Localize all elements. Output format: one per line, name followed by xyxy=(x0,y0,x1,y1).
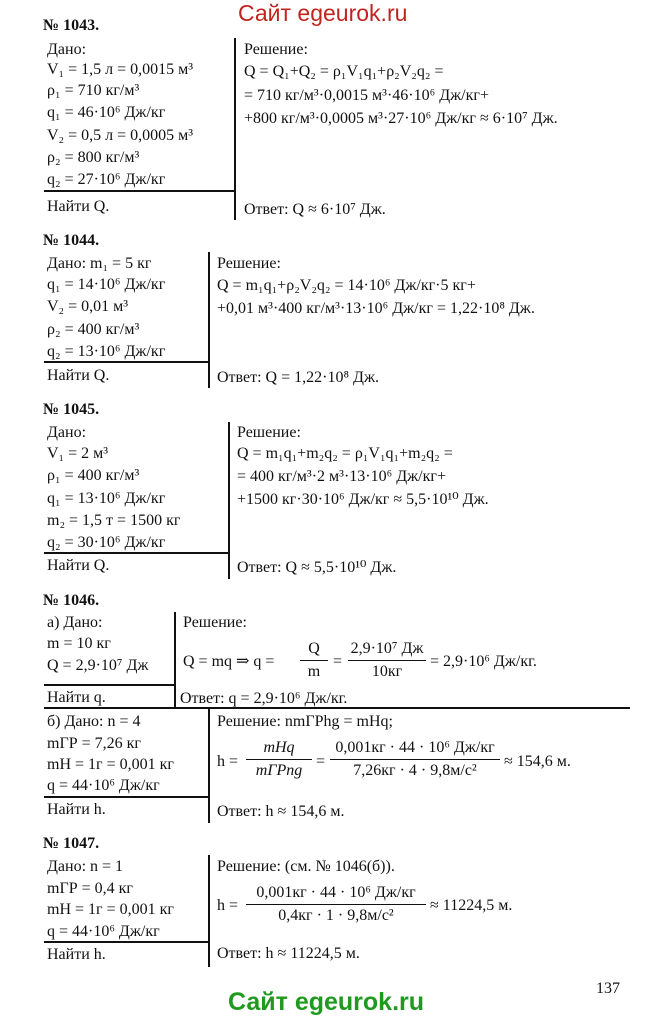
find-line: Найти Q. xyxy=(47,557,110,574)
given-line: ρ₂ = 800 кг/м³ xyxy=(47,149,140,166)
fraction-bar xyxy=(246,904,426,905)
divider xyxy=(44,190,236,192)
given-line: ρ₁ = 400 кг/м³ xyxy=(47,467,140,484)
given-line: q₂ = 13·10⁶ Дж/кг xyxy=(47,343,166,360)
problem-number-1046: № 1046. xyxy=(43,592,100,609)
find-line: Найти Q. xyxy=(47,367,110,384)
fraction-bar xyxy=(330,759,500,760)
answer-line: Ответ: h ≈ 11224,5 м. xyxy=(217,945,360,962)
find-line: Найти h. xyxy=(47,801,106,818)
answer-line: Ответ: Q = 1,22·10⁸ Дж. xyxy=(217,369,379,386)
solution-title: Решение: (см. № 1046(б)). xyxy=(217,858,395,875)
solution-line: +1500 кг·30·10⁶ Дж/кг ≈ 5,5·10¹⁰ Дж. xyxy=(237,491,489,508)
page-number: 137 xyxy=(596,980,620,997)
equation-part: Q = mq ⇒ q = xyxy=(183,653,275,670)
divider xyxy=(228,422,230,579)
fraction-denominator: mГРng xyxy=(255,762,303,779)
given-line: q₂ = 27·10⁶ Дж/кг xyxy=(47,171,166,188)
given-line: mН = 1г = 0,001 кг xyxy=(47,901,174,918)
divider xyxy=(44,941,210,943)
fraction-numerator: 2,9·10⁷ Дж xyxy=(350,640,424,657)
given-line: а) Дано: xyxy=(47,614,103,631)
given-line: б) Дано: n = 4 xyxy=(47,713,141,730)
divider xyxy=(208,252,210,388)
given-line: V₂ = 0,5 л = 0,0005 м³ xyxy=(47,127,194,144)
solution-line: Решение: xyxy=(217,255,281,272)
divider xyxy=(44,707,630,709)
fraction xyxy=(300,640,328,681)
fraction-bar xyxy=(300,660,328,661)
given-line: Дано: m₁ = 5 кг xyxy=(47,255,152,272)
divider xyxy=(234,38,236,220)
equation-part: = xyxy=(333,653,343,670)
equation-part: h = xyxy=(217,753,239,770)
equation-part: = 2,9·10⁶ Дж/кг. xyxy=(430,653,537,670)
find-line: Найти Q. xyxy=(47,198,110,215)
given-line: mН = 1г = 0,001 кг xyxy=(47,756,174,773)
fraction-denominator: 7,26кг · 4 · 9,8м/c² xyxy=(353,762,477,779)
solution-line: Q = Q₁+Q₂ = ρ₁V₁q₁+ρ₂V₂q₂ = xyxy=(244,63,444,80)
divider xyxy=(44,684,176,686)
fraction-numerator: 0,001кг · 44 · 10⁶ Дж/кг xyxy=(335,739,495,756)
solution-line: Решение: xyxy=(244,41,308,58)
fraction xyxy=(246,739,312,780)
given-line: V₂ = 0,01 м³ xyxy=(47,298,129,315)
given-line: q = 44·10⁶ Дж/кг xyxy=(47,777,160,794)
given-line: Q = 2,9·10⁷ Дж xyxy=(47,657,149,674)
given-line: q₁ = 13·10⁶ Дж/кг xyxy=(47,490,166,507)
divider xyxy=(44,361,210,363)
given-line: V₁ = 1,5 л = 0,0015 м³ xyxy=(47,61,194,78)
given-line: q₁ = 46·10⁶ Дж/кг xyxy=(47,104,166,121)
divider xyxy=(208,709,210,823)
given-line: Дано: xyxy=(47,424,87,441)
given-line: q₂ = 30·10⁶ Дж/кг xyxy=(47,534,166,551)
find-line: Найти h. xyxy=(47,946,106,963)
divider xyxy=(44,552,230,554)
solution-line: = 710 кг/м³·0,0015 м³·46·10⁶ Дж/кг+ xyxy=(244,87,489,104)
given-line: ρ₁ = 710 кг/м³ xyxy=(47,82,140,99)
given-line: q₁ = 14·10⁶ Дж/кг xyxy=(47,276,166,293)
solution-line: +800 кг/м³·0,0005 м³·27·10⁶ Дж/кг ≈ 6·10⁷ Дж. xyxy=(244,110,558,127)
solution-line: = 400 кг/м³·2 м³·13·10⁶ Дж/кг+ xyxy=(237,468,446,485)
site-watermark-top: Сайт egeurok.ru xyxy=(238,0,408,26)
equation-part: ≈ 154,6 м. xyxy=(504,753,571,770)
problem-number-1045: № 1045. xyxy=(43,401,100,418)
given-line: q = 44·10⁶ Дж/кг xyxy=(47,923,160,940)
fraction-bar xyxy=(348,660,426,661)
fraction xyxy=(246,884,426,925)
equation-part: = xyxy=(316,753,326,770)
find-line: Найти q. xyxy=(47,689,106,706)
given-line: mГР = 0,4 кг xyxy=(47,880,133,897)
divider xyxy=(174,612,176,708)
answer-line: Ответ: Q ≈ 5,5·10¹⁰ Дж. xyxy=(237,559,397,576)
answer-line: Ответ: q = 2,9·10⁶ Дж/кг. xyxy=(180,690,348,707)
fraction-numerator: Q xyxy=(308,640,320,657)
given-line: mГР = 7,26 кг xyxy=(47,735,141,752)
given-line: m = 10 кг xyxy=(47,635,111,652)
equation-part: h = xyxy=(217,897,239,914)
given-line: Дано: n = 1 xyxy=(47,858,124,875)
solution-title: Решение: xyxy=(183,614,247,631)
given-line: Дано: xyxy=(47,41,87,58)
fraction-numerator: 0,001кг · 44 · 10⁶ Дж/кг xyxy=(256,884,416,901)
problem-number-1044: № 1044. xyxy=(43,232,100,249)
divider xyxy=(44,796,210,798)
answer-line: Ответ: h ≈ 154,6 м. xyxy=(217,803,345,820)
fraction-bar xyxy=(246,759,312,760)
solution-line: +0,01 м³·400 кг/м³·13·10⁶ Дж/кг = 1,22·10⁸ Дж. xyxy=(217,300,535,317)
problem-number-1047: № 1047. xyxy=(43,835,100,852)
solution-title: Решение: nmГРhg = mНq; xyxy=(217,713,393,730)
given-line: m₂ = 1,5 т = 1500 кг xyxy=(47,512,181,529)
site-watermark-bottom: Сайт egeurok.ru xyxy=(228,988,425,1016)
fraction xyxy=(348,640,426,681)
fraction-denominator: 10кг xyxy=(371,663,403,680)
fraction-denominator: m xyxy=(307,663,321,680)
solution-line: Q = m₁q₁+m₂q₂ = ρ₁V₁q₁+m₂q₂ = xyxy=(237,445,453,462)
problem-number-1043: № 1043. xyxy=(43,17,100,34)
given-line: V₁ = 2 м³ xyxy=(47,445,109,462)
equation-part: ≈ 11224,5 м. xyxy=(430,897,513,914)
fraction xyxy=(330,739,500,780)
solution-line: Решение: xyxy=(237,424,301,441)
fraction-numerator: mНq xyxy=(263,739,295,756)
solution-line: Q = m₁q₁+ρ₂V₂q₂ = 14·10⁶ Дж/кг·5 кг+ xyxy=(217,277,476,294)
divider xyxy=(208,855,210,967)
fraction-denominator: 0,4кг · 1 · 9,8м/c² xyxy=(278,907,394,924)
given-line: ρ₂ = 400 кг/м³ xyxy=(47,321,140,338)
answer-line: Ответ: Q ≈ 6·10⁷ Дж. xyxy=(244,201,386,218)
